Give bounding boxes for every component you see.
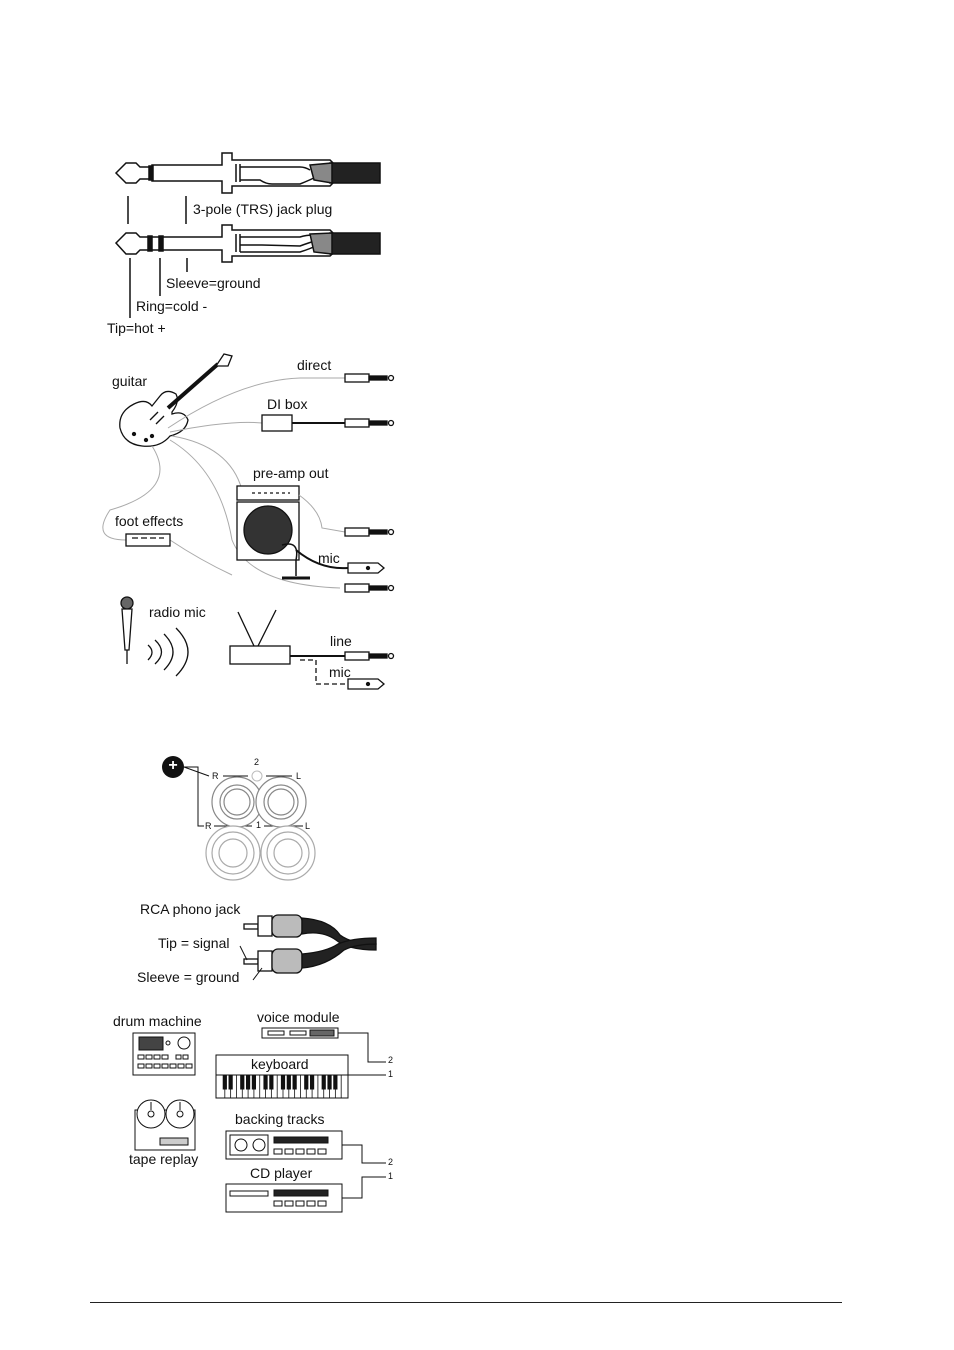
rca-tip-label: Tip = signal [158,935,230,951]
drum-machine-icon [133,1033,195,1075]
cd-player-icon [226,1184,342,1212]
lower-input-1-number: 1 [388,1171,394,1181]
backing-tracks-icon [226,1131,342,1159]
keyboard-label: keyboard [251,1056,309,1072]
di-box-label: DI box [267,396,308,412]
rca-sleeve-label: Sleeve = ground [137,969,240,985]
drum-machine-label: drum machine [113,1013,202,1029]
cd-player-label: CD player [250,1165,313,1181]
sleeve-ground-label: Sleeve=ground [166,275,261,291]
upper-input-1-number: 1 [388,1069,394,1079]
trs-jack-title: 3-pole (TRS) jack plug [193,201,333,217]
voice-module-icon [262,1028,338,1038]
input-2-l-label: L [296,771,302,781]
voice-module-label: voice module [257,1009,340,1025]
preamp-out-label: pre-amp out [253,465,329,481]
input-1-l-label: L [305,821,311,831]
ring-cold-label: Ring=cold - [136,298,208,314]
amp-mic-label: mic [318,550,340,566]
receiver-mic-label: mic [329,664,351,680]
input-1-r-label: R [205,821,212,831]
direct-label: direct [297,357,332,373]
foot-effects-label: foot effects [115,513,184,529]
input-2-r-label: R [212,771,219,781]
tip-hot-label: Tip=hot + [107,320,166,336]
upper-input-2-number: 2 [388,1055,394,1065]
plus-symbol: + [168,757,178,774]
backing-tracks-label: backing tracks [235,1111,325,1127]
rca-title: RCA phono jack [140,901,241,917]
line-label: line [330,633,352,649]
radio-mic-label: radio mic [149,604,206,620]
guitar-label: guitar [112,373,148,389]
tape-replay-label: tape replay [129,1151,199,1167]
page-footer-rule [90,1302,842,1303]
lower-input-2-number: 2 [388,1157,394,1167]
input-2-number: 2 [254,757,260,767]
tape-replay-icon [135,1100,195,1150]
input-1-number: 1 [256,820,262,830]
